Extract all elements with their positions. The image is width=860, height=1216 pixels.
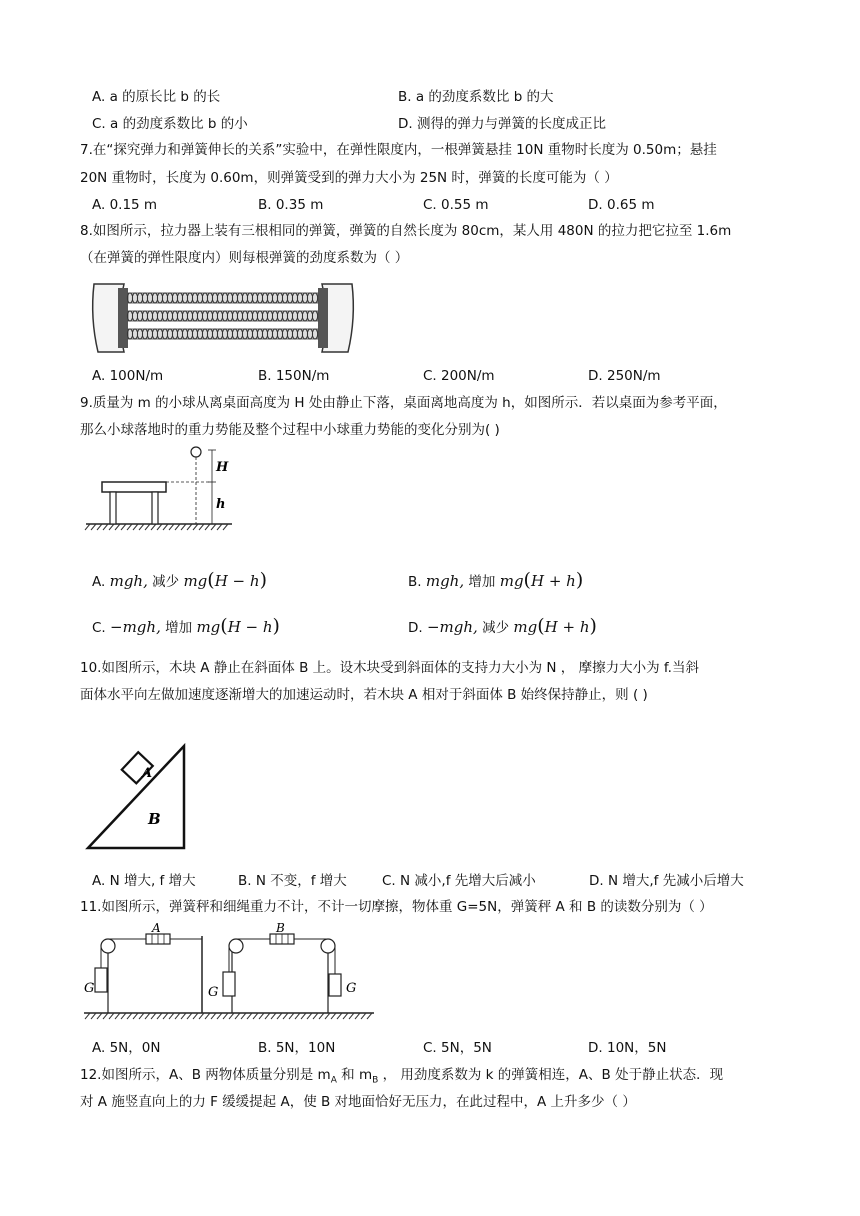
q10-incline-block-figure xyxy=(84,742,194,852)
q11-option-a[interactable]: A. 5N，0N xyxy=(92,1040,161,1056)
q10-label-A: A xyxy=(142,766,153,781)
q12-stem-line1: 12.如图所示，A、B 两物体质量分别是 $m_A$ 和 $m_B$ ， 用劲度系数为 k 的弹簧相连，A、B 处于静止状态．现 xyxy=(80,1067,724,1086)
q9-label-h: h xyxy=(216,497,226,512)
q8-spring-expander-figure xyxy=(88,278,358,358)
q11-label-A: A xyxy=(152,922,161,935)
q9-label-H: H xyxy=(216,460,229,475)
q9-stem-line1: 9.质量为 m 的小球从离桌面高度为 H 处由静止下落，桌面离地高度为 h，如图所示．若以桌面为参考平面， xyxy=(80,395,727,411)
q8-option-a[interactable]: A. 100N/m xyxy=(92,368,164,384)
q7-stem-line1: 7.在“探究弹力和弹簧伸长的关系”实验中，在弹性限度内，一根弹簧悬挂 10N 重物时长度为 0.50m；悬挂 xyxy=(80,142,717,158)
q9-option-a[interactable]: A. mgh, 减少 mg(H − h) xyxy=(92,569,267,591)
q8-option-d[interactable]: D. 250N/m xyxy=(588,368,661,384)
q9-stem-line2: 那么小球落地时的重力势能及整个过程中小球重力势能的变化分别为( ) xyxy=(80,422,500,438)
q7-option-a[interactable]: A. 0.15 m xyxy=(92,197,158,213)
q10-label-B: B xyxy=(148,810,161,828)
q10-stem-line2: 面体水平向左做加速度逐渐增大的加速运动时，若木块 A 相对于斜面体 B 始终保持静止，则 ( ) xyxy=(80,687,648,703)
q11-label-G-1: G xyxy=(84,981,95,996)
q11-option-b[interactable]: B. 5N，10N xyxy=(258,1040,336,1056)
q11-label-G-3: G xyxy=(346,981,357,996)
q7-option-b[interactable]: B. 0.35 m xyxy=(258,197,324,213)
q11-option-c[interactable]: C. 5N，5N xyxy=(423,1040,492,1056)
q11-label-G-2: G xyxy=(208,985,219,1000)
q6-option-b[interactable]: B. a 的劲度系数比 b 的大 xyxy=(398,89,554,105)
q6-option-d[interactable]: D. 测得的弹力与弹簧的长度成正比 xyxy=(398,116,606,132)
q7-option-d[interactable]: D. 0.65 m xyxy=(588,197,655,213)
q7-option-c[interactable]: C. 0.55 m xyxy=(423,197,489,213)
q12-stem-line2: 对 A 施竖直向上的力 F 缓缓提起 A，使 B 对地面恰好无压力，在此过程中，A 上升多少（ ） xyxy=(80,1094,636,1110)
q8-stem-line2: （在弹簧的弹性限度内）则每根弹簧的劲度系数为（ ） xyxy=(80,250,409,266)
q8-stem-line1: 8.如图所示，拉力器上装有三根相同的弹簧，弹簧的自然长度为 80cm，某人用 480N 的拉力把它拉至 1.6m xyxy=(80,223,732,239)
q9-option-b[interactable]: B. mgh, 增加 mg(H + h) xyxy=(408,569,584,591)
q6-option-c[interactable]: C. a 的劲度系数比 b 的小 xyxy=(92,116,248,132)
q10-option-b[interactable]: B. N 不变，f 增大 xyxy=(238,873,347,889)
q11-option-d[interactable]: D. 10N，5N xyxy=(588,1040,667,1056)
q10-option-a[interactable]: A. N 增大, f 增大 xyxy=(92,873,196,889)
q11-label-B: B xyxy=(276,922,285,935)
q6-option-a[interactable]: A. a 的原长比 b 的长 xyxy=(92,89,221,105)
q9-table-ball-figure xyxy=(84,444,234,534)
q8-option-b[interactable]: B. 150N/m xyxy=(258,368,330,384)
q9-option-c[interactable]: C. −mgh, 增加 mg(H − h) xyxy=(92,615,280,637)
q11-stem-line1: 11.如图所示，弹簧秤和细绳重力不计，不计一切摩擦，物体重 G=5N，弹簧秤 A 和 B 的读数分别为（ ） xyxy=(80,899,713,915)
q10-option-d[interactable]: D. N 增大,f 先减小后增大 xyxy=(589,873,744,889)
q10-stem-line1: 10.如图所示，木块 A 静止在斜面体 B 上。设木块受到斜面体的支持力大小为 N ， 摩擦力大小为 f.当斜 xyxy=(80,660,699,676)
q9-option-d[interactable]: D. −mgh, 减少 mg(H + h) xyxy=(408,615,597,637)
q7-stem-line2: 20N 重物时，长度为 0.60m，则弹簧受到的弹力大小为 25N 时，弹簧的长度可能为（ ） xyxy=(80,170,618,186)
q10-option-c[interactable]: C. N 减小,f 先增大后减小 xyxy=(382,873,536,889)
q8-option-c[interactable]: C. 200N/m xyxy=(423,368,495,384)
q11-spring-balance-figure xyxy=(84,922,374,1027)
